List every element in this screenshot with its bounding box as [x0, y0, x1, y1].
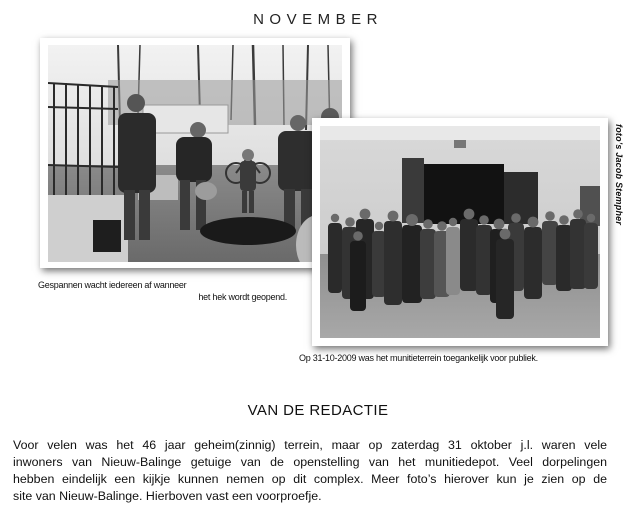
- crowd-person-body: [584, 223, 598, 289]
- body-line: inwoners van Nieuw-Balinge getuige van de openstelling van het munitiedepot. Veel dorpelingen: [13, 455, 607, 469]
- crowd-person-body: [384, 221, 402, 305]
- page-title: NOVEMBER: [253, 11, 383, 28]
- cable-coil: [200, 217, 296, 245]
- photo-frame-right: [312, 118, 608, 346]
- crowd-person: [542, 211, 558, 285]
- crowd-person-head: [388, 211, 399, 222]
- body-line: Voor velen was het 46 jaar geheim(zinnig) terrein, maar op zaterdag 31 oktober j.l. waren vele: [13, 438, 607, 452]
- crowd-person: [584, 214, 598, 289]
- crowd-person-head: [587, 214, 595, 222]
- crowd-person: [384, 211, 402, 305]
- crowd-person-head: [353, 231, 363, 241]
- crowd-person-body: [556, 225, 572, 291]
- crowd-person-head: [345, 217, 355, 227]
- crowd-person: [476, 215, 492, 295]
- crowd-person-body: [524, 227, 542, 299]
- crowd-person-head: [559, 215, 569, 225]
- crowd-person-head: [528, 217, 539, 228]
- crowd-person: [556, 215, 572, 291]
- crowd-person-head: [375, 222, 383, 230]
- crowd-person: [350, 231, 366, 311]
- photo-frame-left: [40, 38, 350, 268]
- body-line: hebben eindelijk een kijkje kunnen nemen op dit complex. Meer foto’s hierover kun je zien op de: [13, 472, 607, 486]
- crowd-person-body: [476, 225, 492, 295]
- crowd-person: [328, 214, 342, 293]
- crowd-person-body: [350, 241, 366, 311]
- crowd-person: [446, 218, 460, 295]
- crowd-person: [496, 229, 514, 319]
- roof-edge: [320, 126, 600, 140]
- crowd-person-body: [570, 219, 586, 289]
- crowd-person: [420, 219, 436, 299]
- caption-left-line-2: het hek wordt geopend.: [198, 292, 287, 302]
- crowd-person-body: [328, 223, 342, 293]
- caption-right: Op 31-10-2009 was het munitieterrein toegankelijk voor publiek.: [299, 353, 538, 363]
- crowd-person-head: [573, 209, 583, 219]
- crowd-person: [372, 222, 386, 297]
- crowd-person-head: [545, 211, 555, 221]
- crowd-person-body: [372, 231, 386, 297]
- crowd-person-head: [479, 215, 489, 225]
- photo-credit: foto’s Jacob Stempher: [614, 124, 624, 226]
- crowd-person-body: [542, 221, 558, 285]
- crowd-person-head: [331, 214, 339, 222]
- door-right-panel: [504, 172, 538, 224]
- body-line: site van Nieuw-Balinge. Hierboven vast een voorproefje.: [13, 489, 322, 503]
- crowd-person-head: [437, 221, 447, 231]
- crowd-person-head: [406, 214, 418, 226]
- caption-left-line-1: Gespannen wacht iedereen af wanneer: [38, 280, 187, 290]
- crowd-person-head: [464, 209, 475, 220]
- crowd-person-body: [402, 225, 422, 303]
- crowd-person-head: [449, 218, 457, 226]
- crowd-person-head: [423, 219, 433, 229]
- section-body: [13, 437, 607, 505]
- crowd-person: [460, 209, 478, 291]
- bell: [195, 182, 217, 200]
- crowd-person-body: [420, 229, 436, 299]
- photo-depot-crowd: [320, 126, 600, 338]
- crowd-person-body: [446, 227, 460, 295]
- section-title: VAN DE REDACTIE: [247, 402, 389, 419]
- bag: [93, 220, 121, 252]
- crowd-person: [402, 214, 422, 303]
- door-sign: [454, 140, 466, 148]
- photo-gate-opening: [48, 45, 342, 262]
- crowd-person-body: [496, 239, 514, 319]
- crowd-person-head: [511, 213, 521, 223]
- crowd-person: [570, 209, 586, 289]
- crowd-person-head: [500, 229, 511, 240]
- crowd-person-head: [360, 209, 371, 220]
- door-left-panel: [402, 158, 424, 223]
- crowd-person-body: [460, 219, 478, 291]
- crowd-person-head: [494, 219, 505, 230]
- crowd-person: [524, 217, 542, 299]
